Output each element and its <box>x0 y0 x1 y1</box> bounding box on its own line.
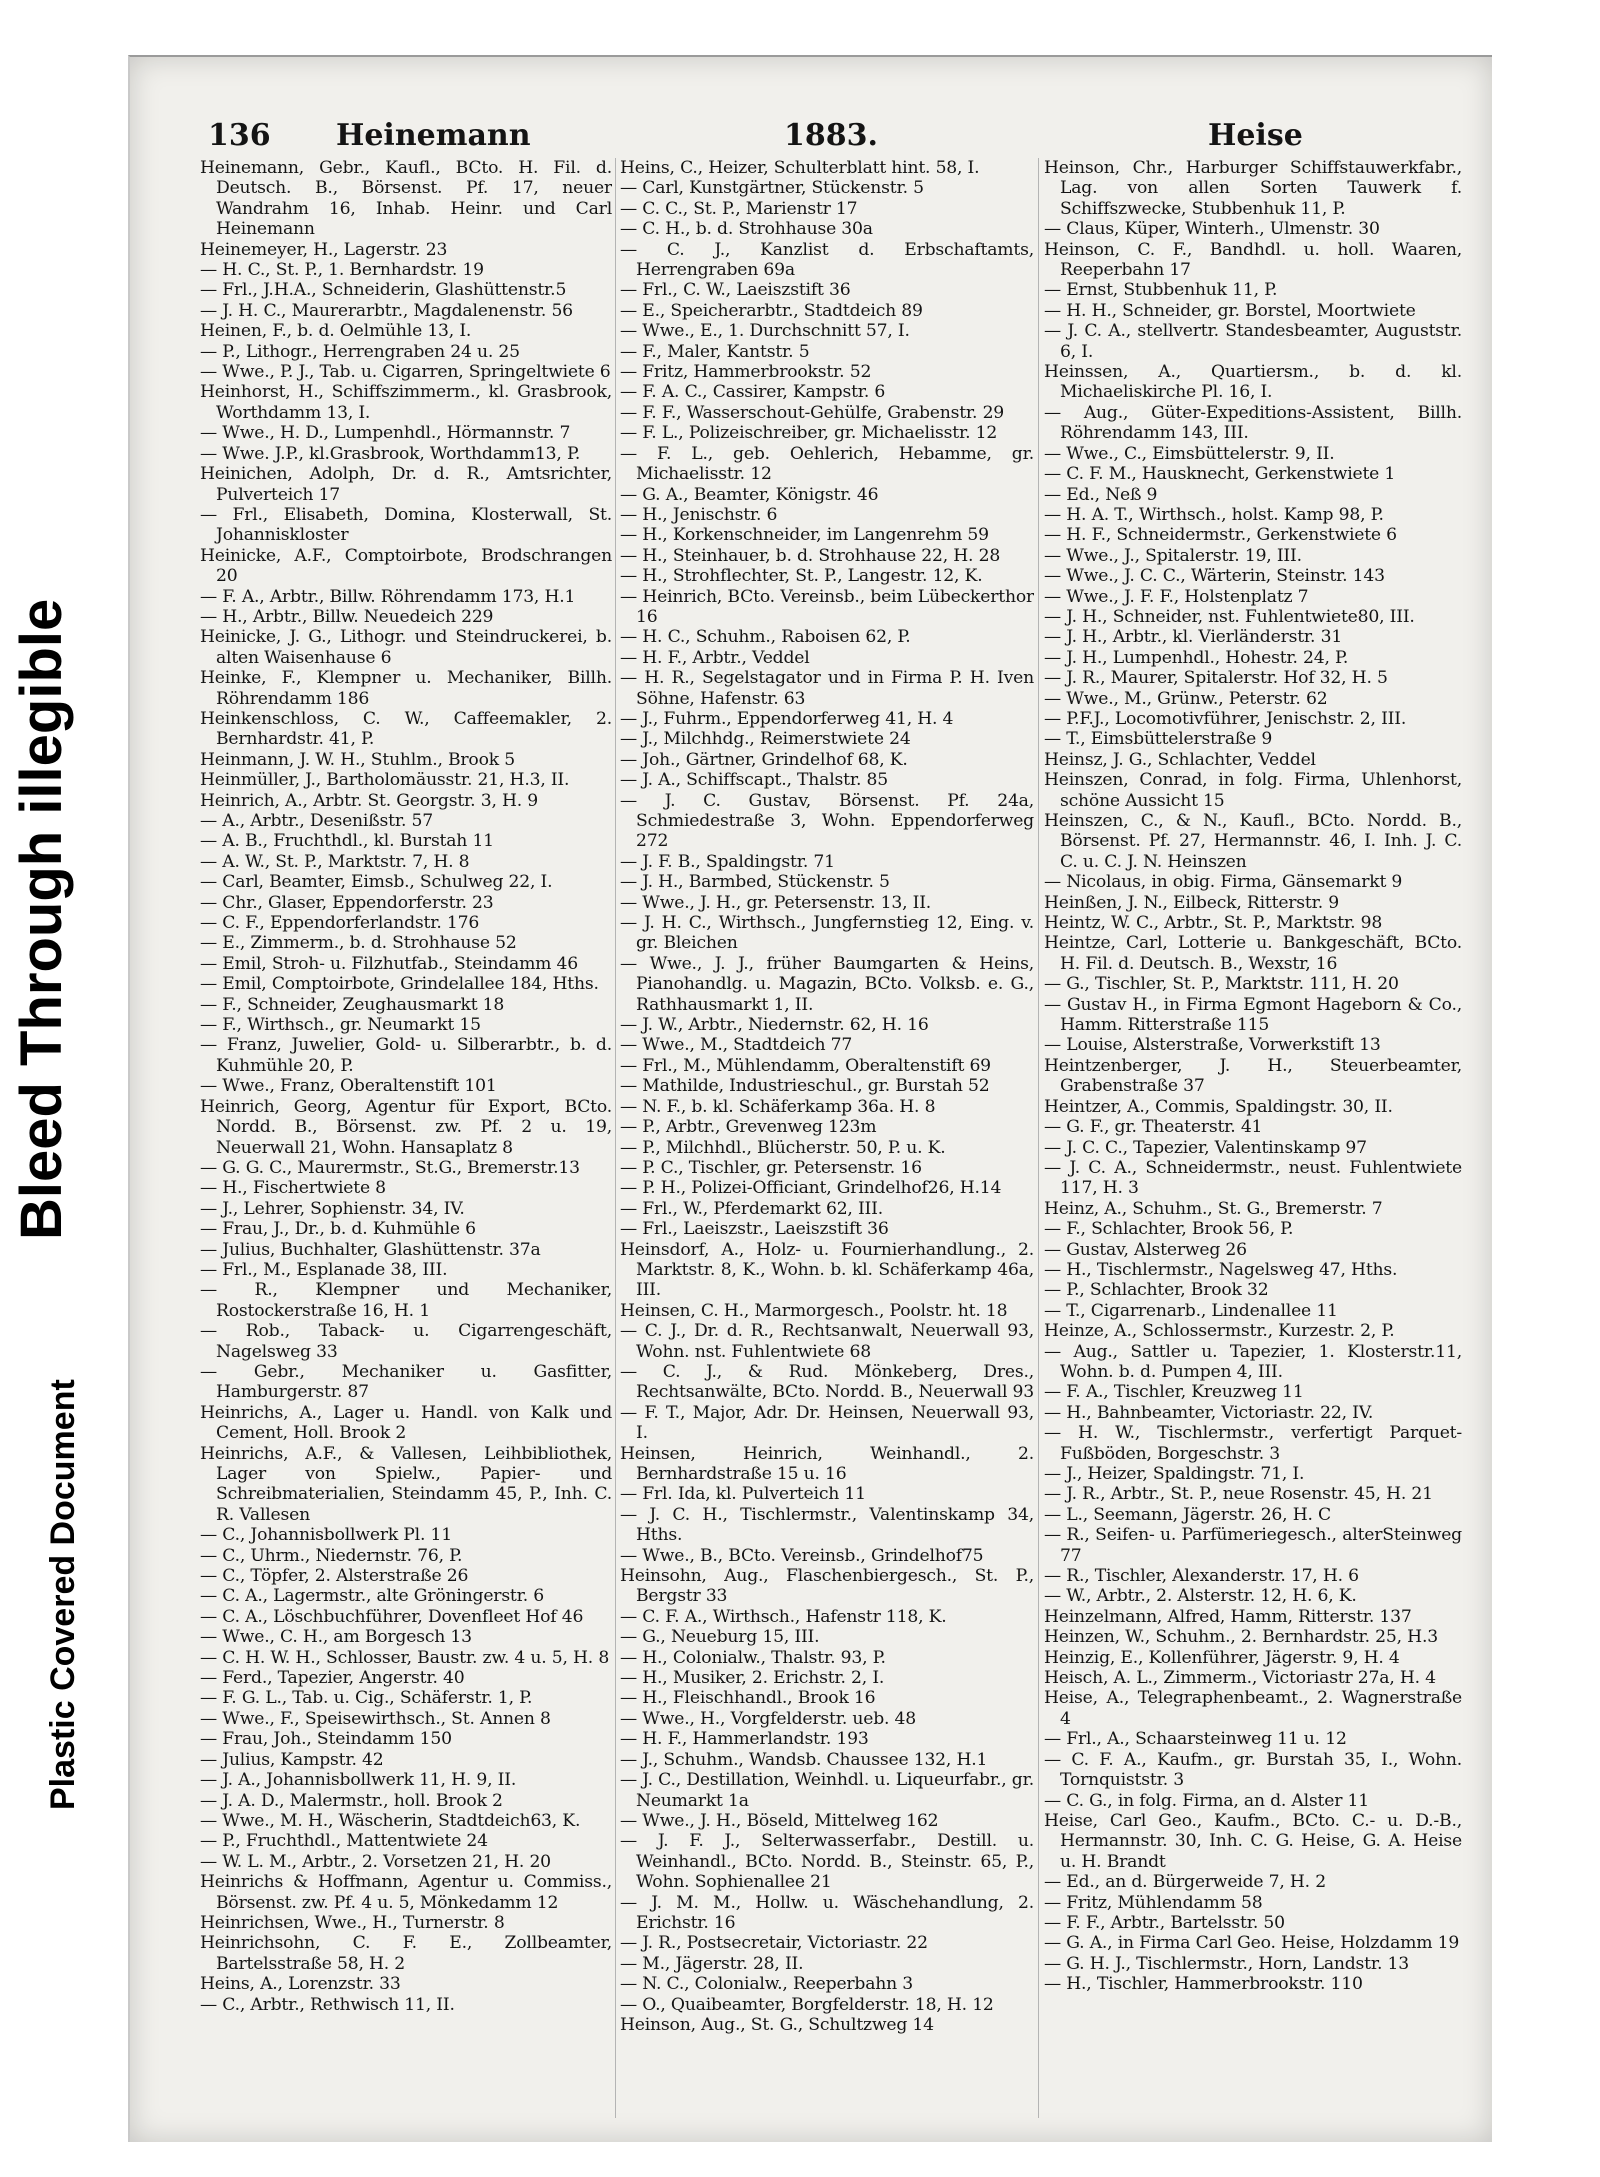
directory-entry: Heinsen, Heinrich, Weinhandl., 2. Bernhardstraße 15 u. 16 <box>620 1443 1034 1484</box>
directory-entry: — J. R., Postsecretair, Victoriastr. 22 <box>620 1933 928 1954</box>
directory-entry: Heinson, Aug., St. G., Schultzweg 14 <box>620 2014 934 2035</box>
directory-entry: — C. A., Löschbuchführer, Dovenfleet Hof 46 <box>200 1606 584 1627</box>
directory-entry: Heinmüller, J., Bartholomäusstr. 21, H.3, II. <box>200 770 570 791</box>
directory-entry: — Ed., Neß 9 <box>1044 484 1158 505</box>
directory-entry: — F., Wirthsch., gr. Neumarkt 15 <box>200 1015 481 1036</box>
directory-column-2 <box>620 158 1034 2126</box>
directory-entry: Heinrich, A., Arbtr. St. Georgstr. 3, H. 9 <box>200 790 539 811</box>
directory-entry: — P. H., Polizei-Officiant, Grindelhof26, H.14 <box>620 1178 1002 1199</box>
directory-entry: — H. H., Schneider, gr. Borstel, Moortwiete <box>1044 300 1416 321</box>
directory-entry: — J. W., Arbtr., Niedernstr. 62, H. 16 <box>620 1015 929 1036</box>
directory-entry: — C. F. A., Kaufm., gr. Burstah 35, I., Wohn. Tornquiststr. 3 <box>1044 1749 1462 1791</box>
directory-entry: — Wwe., M., Grünw., Peterstr. 62 <box>1044 688 1328 709</box>
directory-entry: — Fritz, Mühlendamm 58 <box>1044 1892 1263 1913</box>
directory-entry: — Wwe., H., Vorgfelderstr. ueb. 48 <box>620 1708 917 1729</box>
directory-entry: — J. H., Lumpenhdl., Hohestr. 24, P. <box>1044 647 1349 668</box>
directory-entry: — F. F., Arbtr., Bartelsstr. 50 <box>1044 1912 1285 1933</box>
directory-column-1 <box>200 158 612 2126</box>
directory-entry: — F. T., Major, Adr. Dr. Heinsen, Neuerwall 93, I. <box>620 1402 1034 1444</box>
directory-entry: — J. H., Arbtr., kl. Vierländerstr. 31 <box>1044 627 1343 648</box>
directory-entry: — Wwe., B., BCto. Vereinsb., Grindelhof75 <box>620 1545 984 1566</box>
directory-entry: — G. A., Beamter, Königstr. 46 <box>620 484 879 505</box>
directory-entry: — C. H. W. H., Schlosser, Baustr. zw. 4 u. 5, H. 8 <box>200 1647 610 1668</box>
directory-entry: — J., Heizer, Spaldingstr. 71, I. <box>1044 1464 1305 1484</box>
directory-entry: — J. H. C., Maurerarbtr., Magdalenenstr. 56 <box>200 300 573 321</box>
directory-entry: Heintzer, A., Commis, Spaldingstr. 30, II. <box>1044 1096 1393 1117</box>
directory-entry: — Ernst, Stubbenhuk 11, P. <box>1044 280 1278 301</box>
directory-entry: — F., Schlachter, Brook 56, P. <box>1044 1219 1294 1240</box>
directory-entry: Heinzen, W., Schuhm., 2. Bernhardstr. 25, H.3 <box>1044 1627 1438 1648</box>
directory-entry: Heinsohn, Aug., Flaschenbiergesch., St. P., Bergstr 33 <box>620 1566 1034 1607</box>
directory-entry: — Wwe., M. H., Wäscherin, Stadtdeich63, K. <box>200 1810 581 1831</box>
directory-entry: — Wwe., J. H., gr. Petersenstr. 13, II. <box>620 892 932 913</box>
directory-entry: — C. J., Dr. d. R., Rechtsanwalt, Neuerwall 93, Wohn. nst. Fuhlentwiete 68 <box>620 1321 1034 1362</box>
directory-entry: — Wwe., C. H., am Borgesch 13 <box>200 1627 472 1648</box>
directory-entry: — Fritz, Hammerbrookstr. 52 <box>620 362 872 383</box>
directory-entry: — J. A. D., Malermstr., holl. Brook 2 <box>200 1790 503 1811</box>
directory-column-3 <box>1044 158 1462 2126</box>
directory-entry: — J. H. C., Wirthsch., Jungfernstieg 12, Eing. v. gr. Bleichen <box>620 913 1034 954</box>
directory-entry: — Frl., Elisabeth, Domina, Klosterwall, St. Johanniskloster <box>200 504 612 546</box>
directory-entry: — H. F., Hammerlandstr. 193 <box>620 1729 869 1750</box>
directory-entry: — P., Milchhdl., Blücherstr. 50, P. u. K. <box>620 1137 946 1158</box>
directory-entry: Heise, Carl Geo., Kaufm., BCto. C.- u. D.-B., Hermannstr. 30, Inh. C. G. Heise, G. A. Heise u. H. Brandt <box>1044 1810 1462 1872</box>
directory-entry: — F. A., Arbtr., Billw. Röhrendamm 173, H.1 <box>200 586 576 607</box>
directory-entry: — H. W., Tischlermstr., verfertigt Parquet-Fußböden, Borgeschstr. 3 <box>1044 1423 1462 1464</box>
directory-entry: Heinz, A., Schuhm., St. G., Bremerstr. 7 <box>1044 1198 1383 1219</box>
directory-entry: — J., Fuhrm., Eppendorferweg 41, H. 4 <box>620 708 954 729</box>
directory-entry: — Frl. Ida, kl. Pulverteich 11 <box>620 1484 866 1505</box>
directory-entry: — A. W., St. P., Marktstr. 7, H. 8 <box>200 851 470 872</box>
directory-entry: — G., Neueburg 15, III. <box>620 1627 820 1648</box>
directory-entry: — C. C., St. P., Marienstr 17 <box>620 198 858 219</box>
directory-entry: Heinsdorf, A., Holz- u. Fournierhandlung., 2. Marktstr. 8, K., Wohn. b. kl. Schäferkamp 46a, III. <box>620 1239 1034 1301</box>
directory-entry: Heinkenschloss, C. W., Caffeemakler, 2. Bernhardstr. 41, P. <box>200 708 612 750</box>
directory-entry: — Joh., Gärtner, Grindelhof 68, K. <box>620 749 908 770</box>
directory-entry: — P., Lithogr., Herrengraben 24 u. 25 <box>200 341 520 362</box>
directory-entry: — Frl., C. W., Laeiszstift 36 <box>620 280 851 301</box>
directory-entry: — H., Musiker, 2. Erichstr. 2, I. <box>620 1668 885 1689</box>
directory-entry: — Wwe. J.P., kl.Grasbrook, Worthdamm13, P. <box>200 443 581 464</box>
directory-entry: — Wwe., C., Eimsbüttelerstr. 9, II. <box>1044 443 1335 464</box>
directory-entry: — R., Klempner und Mechaniker, Rostockerstraße 16, H. 1 <box>200 1280 612 1321</box>
directory-entry: — C. G., in folg. Firma, an d. Alster 11 <box>1044 1790 1369 1811</box>
directory-entry: — H., Fischertwiete 8 <box>200 1178 386 1199</box>
header-left-keyword: Heinemann <box>336 118 531 153</box>
directory-entry: — Carl, Kunstgärtner, Stückenstr. 5 <box>620 178 924 199</box>
directory-entry: Heinemeyer, H., Lagerstr. 23 <box>200 239 448 260</box>
directory-entry: — F., Schneider, Zeughausmarkt 18 <box>200 994 505 1015</box>
directory-entry: — F. G. L., Tab. u. Cig., Schäferstr. 1, P. <box>200 1688 533 1709</box>
directory-entry: — J. C. A., stellvertr. Standesbeamter, Auguststr. 6, I. <box>1044 321 1462 362</box>
directory-entry: — J. M. M., Hollw. u. Wäschehandlung, 2. Erichstr. 16 <box>620 1892 1034 1933</box>
directory-entry: Heinßen, J. N., Eilbeck, Ritterstr. 9 <box>1044 892 1340 913</box>
directory-entry: — J., Schuhm., Wandsb. Chaussee 132, H.1 <box>620 1749 988 1770</box>
directory-entry: — C. J., Kanzlist d. Erbschaftamts, Herrengraben 69a <box>620 239 1034 281</box>
directory-entry: — C. F. A., Wirthsch., Hafenstr 118, K. <box>620 1606 947 1627</box>
directory-entry: Heinhorst, H., Schiffszimmerm., kl. Grasbrook, Worthdamm 13, I. <box>200 382 612 423</box>
directory-entry: — H., Steinhauer, b. d. Strohhause 22, H. 28 <box>620 545 1001 566</box>
directory-entry: — Chr., Glaser, Eppendorferstr. 23 <box>200 892 494 913</box>
directory-entry: Heinicke, A.F., Comptoirbote, Brodschrangen 20 <box>200 545 612 587</box>
directory-entry: — Wwe., P. J., Tab. u. Cigarren, Springeltwiete 6 <box>200 362 611 383</box>
directory-entry: Heinssen, A., Quartiersm., b. d. kl. Michaeliskirche Pl. 16, I. <box>1044 362 1462 403</box>
directory-entry: — C. A., Lagermstr., alte Gröningerstr. 6 <box>200 1586 545 1607</box>
directory-entry: — H., Tischler, Hammerbrookstr. 110 <box>1044 1974 1363 1995</box>
directory-entry: — E., Speicherarbtr., Stadtdeich 89 <box>620 300 923 321</box>
directory-entry: — J. H., Schneider, nst. Fuhlentwiete80, III. <box>1044 606 1415 627</box>
directory-entry: — H. C., Schuhm., Raboisen 62, P. <box>620 627 911 648</box>
header-right-keyword: Heise <box>1208 118 1303 153</box>
directory-entry: — H., Fleischhandl., Brook 16 <box>620 1688 876 1709</box>
directory-entry: — Wwe., J., Spitalerstr. 19, III. <box>1044 545 1302 566</box>
directory-entry: — H., Jenischstr. 6 <box>620 504 778 525</box>
directory-entry: — Wwe., M., Stadtdeich 77 <box>620 1035 853 1056</box>
directory-entry: — O., Quaibeamter, Borgfelderstr. 18, H. 12 <box>620 1994 994 2015</box>
directory-entry: — Wwe., J. C. C., Wärterin, Steinstr. 143 <box>1044 566 1385 587</box>
directory-entry: Heinemann, Gebr., Kaufl., BCto. H. Fil. d. Deutsch. B., Börsenst. Pf. 17, neuer Wandrahm 16, Inhab. Heinr. und Carl Heinemann <box>200 158 612 240</box>
directory-entry: — F., Maler, Kantstr. 5 <box>620 341 810 362</box>
directory-entry: — J. C. Gustav, Börsenst. Pf. 24a, Schmiedestraße 3, Wohn. Eppendorferweg 272 <box>620 790 1034 852</box>
directory-entry: — A. B., Fruchthdl., kl. Burstah 11 <box>200 831 494 852</box>
directory-entry: — W., Arbtr., 2. Alsterstr. 12, H. 6, K. <box>1044 1586 1357 1607</box>
directory-entry: — Wwe., E., 1. Durchschnitt 57, I. <box>620 321 910 342</box>
directory-entry: Heinrichs, A., Lager u. Handl. von Kalk und Cement, Holl. Brook 2 <box>200 1402 612 1444</box>
directory-entry: — Frau, Joh., Steindamm 150 <box>200 1729 452 1750</box>
directory-entry: — H., Korkenschneider, im Langenrehm 59 <box>620 525 989 546</box>
directory-entry: — H., Strohflechter, St. P., Langestr. 12, K. <box>620 566 983 587</box>
directory-entry: — N. C., Colonialw., Reeperbahn 3 <box>620 1974 914 1995</box>
header-year: 1883. <box>784 118 878 153</box>
directory-entry: — G. H. J., Tischlermstr., Horn, Landstr. 13 <box>1044 1953 1409 1974</box>
directory-entry: — C., Uhrm., Niedernstr. 76, P. <box>200 1545 463 1566</box>
directory-entry: — P.F.J., Locomotivführer, Jenischstr. 2, III. <box>1044 708 1407 729</box>
directory-entry: Heintze, Carl, Lotterie u. Bankgeschäft, BCto. H. Fil. d. Deutsch. B., Wexstr, 16 <box>1044 933 1462 974</box>
directory-entry: Heinzig, E., Kollenführer, Jägerstr. 9, H. 4 <box>1044 1647 1400 1668</box>
directory-entry: — H., Colonialw., Thalstr. 93, P. <box>620 1647 886 1668</box>
directory-entry: — Carl, Beamter, Eimsb., Schulweg 22, I. <box>200 872 553 893</box>
directory-entry: — H. F., Schneidermstr., Gerkenstwiete 6 <box>1044 525 1397 546</box>
directory-entry: — Aug., Güter-Expeditions-Assistent, Billh. Röhrendamm 143, III. <box>1044 402 1462 444</box>
directory-entry: Heinrichsen, Wwe., H., Turnerstr. 8 <box>200 1912 505 1933</box>
bleed-through-note: Bleed Through illegible <box>9 598 74 1240</box>
directory-entry: — J. F. J., Selterwasserfabr., Destill. u. Weinhandl., BCto. Nordd. B., Steinstr. 65, P., Wohn. Sophienallee 21 <box>620 1831 1034 1893</box>
directory-entry: — R., Seifen- u. Parfümeriegesch., alterSteinweg 77 <box>1044 1525 1462 1566</box>
column-divider <box>1038 158 1039 2118</box>
directory-entry: — Frl., J.H.A., Schneiderin, Glashüttenstr.5 <box>200 280 567 301</box>
directory-entry: — C., Arbtr., Rethwisch 11, II. <box>200 1994 455 2015</box>
directory-entry: Heinke, F., Klempner u. Mechaniker, Billh. Röhrendamm 186 <box>200 668 612 709</box>
directory-entry: — Gebr., Mechaniker u. Gasfitter, Hamburgerstr. 87 <box>200 1361 612 1403</box>
directory-entry: — P., Fruchthdl., Mattentwiete 24 <box>200 1831 488 1852</box>
column-divider <box>615 158 616 2118</box>
directory-entry: — J., Milchhdg., Reimerstwiete 24 <box>620 729 911 750</box>
directory-entry: — J. H., Barmbed, Stückenstr. 5 <box>620 872 890 893</box>
directory-entry: Heinze, A., Schlossermstr., Kurzestr. 2, P. <box>1044 1321 1395 1342</box>
directory-entry: — E., Zimmerm., b. d. Strohhause 52 <box>200 933 517 954</box>
directory-entry: — Wwe., F., Speisewirthsch., St. Annen 8 <box>200 1708 551 1729</box>
directory-entry: Heinmann, J. W. H., Stuhlm., Brook 5 <box>200 749 515 770</box>
directory-entry: — Aug., Sattler u. Tapezier, 1. Klosterstr.11, Wohn. b. d. Pumpen 4, III. <box>1044 1341 1462 1382</box>
directory-entry: — P., Schlachter, Brook 32 <box>1044 1280 1269 1301</box>
page-number: 136 <box>208 118 271 153</box>
directory-entry: Heinszen, Conrad, in folg. Firma, Uhlenhorst, schöne Aussicht 15 <box>1044 770 1462 811</box>
directory-entry: Heinson, Chr., Harburger Schiffstauwerkfabr., Lag. von allen Sorten Tauwerk f. Schiffszwecke, Stubbenhuk 11, P. <box>1044 158 1462 219</box>
directory-entry: — L., Seemann, Jägerstr. 26, H. C <box>1044 1504 1331 1525</box>
directory-entry: — T., Eimsbüttelerstraße 9 <box>1044 729 1273 750</box>
directory-entry: — Heinrich, BCto. Vereinsb., beim Lübeckerthor 16 <box>620 586 1034 627</box>
directory-entry: — Claus, Küper, Winterh., Ulmenstr. 30 <box>1044 219 1380 240</box>
directory-entry: — T., Cigarrenarb., Lindenallee 11 <box>1044 1300 1338 1321</box>
directory-entry: — J. C., Destillation, Weinhdl. u. Liqueurfabr., gr. Neumarkt 1a <box>620 1770 1034 1811</box>
directory-entry: — J. R., Arbtr., St. P., neue Rosenstr. 45, H. 21 <box>1044 1484 1433 1505</box>
directory-entry: — C. F. M., Hausknecht, Gerkenstwiete 1 <box>1044 464 1396 485</box>
directory-entry: — Emil, Comptoirbote, Grindelallee 184, Hths. <box>200 974 599 995</box>
directory-entry: Heinson, C. F., Bandhdl. u. holl. Waaren, Reeperbahn 17 <box>1044 239 1462 281</box>
directory-entry: — C. F., Eppendorferlandstr. 176 <box>200 913 480 934</box>
directory-entry: — H. A. T., Wirthsch., holst. Kamp 98, P. <box>1044 504 1384 525</box>
directory-entry: — H., Bahnbeamter, Victoriastr. 22, IV. <box>1044 1402 1374 1423</box>
directory-entry: — J. A., Johannisbollwerk 11, H. 9, II. <box>200 1770 517 1791</box>
directory-entry: — F. F., Wasserschout-Gehülfe, Grabenstr. 29 <box>620 402 1005 423</box>
directory-entry: — Wwe., H. D., Lumpenhdl., Hörmannstr. 7 <box>200 423 571 444</box>
directory-entry: — Wwe., J. F. F., Holstenplatz 7 <box>1044 586 1309 607</box>
directory-entry: Heintz, W. C., Arbtr., St. P., Marktstr. 98 <box>1044 913 1383 934</box>
directory-entry: — W. L. M., Arbtr., 2. Vorsetzen 21, H. 20 <box>200 1851 551 1872</box>
directory-entry: Heintzenberger, J. H., Steuerbeamter, Grabenstraße 37 <box>1044 1055 1462 1097</box>
directory-entry: — Frl., A., Schaarsteinweg 11 u. 12 <box>1044 1729 1347 1750</box>
directory-entry: — Wwe., J. H., Böseld, Mittelweg 162 <box>620 1810 939 1831</box>
directory-entry: Heinsz, J. G., Schlachter, Veddel <box>1044 749 1316 770</box>
directory-entry: Heinrichsohn, C. F. E., Zollbeamter, Bartelsstraße 58, H. 2 <box>200 1933 612 1974</box>
directory-entry: — G. F., gr. Theaterstr. 41 <box>1044 1117 1263 1138</box>
directory-entry: — J. A., Schiffscapt., Thalstr. 85 <box>620 770 888 791</box>
directory-entry: — H., Arbtr., Billw. Neuedeich 229 <box>200 606 494 627</box>
directory-entry: — J. C. H., Tischlermstr., Valentinskamp 34, Hths. <box>620 1504 1034 1546</box>
directory-entry: — H., Tischlermstr., Nagelsweg 47, Hths. <box>1044 1259 1398 1280</box>
directory-entry: — H. R., Segelstagator und in Firma P. H. Iven Söhne, Hafenstr. 63 <box>620 668 1034 709</box>
directory-entry: — F. L., geb. Oehlerich, Hebamme, gr. Michaelisstr. 12 <box>620 443 1034 485</box>
directory-entry: — Julius, Kampstr. 42 <box>200 1749 384 1770</box>
directory-entry: — J. C. A., Schneidermstr., neust. Fuhlentwiete 117, H. 3 <box>1044 1157 1462 1199</box>
directory-entry: — M., Jägerstr. 28, II. <box>620 1953 804 1974</box>
directory-entry: — Ed., an d. Bürgerweide 7, H. 2 <box>1044 1872 1326 1893</box>
directory-entry: Heinsen, C. H., Marmorgesch., Poolstr. ht. 18 <box>620 1300 1008 1321</box>
directory-entry: Heinszen, C., & N., Kaufl., BCto. Nordd. B., Börsenst. Pf. 27, Hermannstr. 46, I. Inh. J. C. C. u. C. J. N. Heinszen <box>1044 811 1462 872</box>
directory-entry: — Louise, Alsterstraße, Vorwerkstift 13 <box>1044 1035 1381 1056</box>
directory-entry: Heinicke, J. G., Lithogr. und Steindruckerei, b. alten Waisenhause 6 <box>200 627 612 668</box>
directory-entry: — Wwe., J. J., früher Baumgarten & Heins, Pianohandlg. u. Magazin, BCto. Volksb. e. G., Rathhausmarkt 1, II. <box>620 953 1034 1015</box>
directory-entry: — Gustav H., in Firma Egmont Hageborn & Co., Hamm. Ritterstraße 115 <box>1044 994 1462 1036</box>
directory-entry: Heins, C., Heizer, Schulterblatt hint. 58, I. <box>620 158 980 178</box>
directory-entry: — P. C., Tischler, gr. Petersenstr. 16 <box>620 1157 922 1178</box>
directory-entry: — P., Arbtr., Grevenweg 123m <box>620 1117 877 1138</box>
directory-entry: — Nicolaus, in obig. Firma, Gänsemarkt 9 <box>1044 872 1403 893</box>
directory-entry: — A., Arbtr., Desenißstr. 57 <box>200 811 433 831</box>
directory-entry: — Frl., W., Pferdemarkt 62, III. <box>620 1198 883 1219</box>
directory-entry: Heinrichs, A.F., & Vallesen, Leihbibliothek, Lager von Spielw., Papier- und Schreibmaterialien, Steindamm 45, P., Inh. C. R. Vallesen <box>200 1443 612 1525</box>
directory-entry: — Frl., Laeiszstr., Laeiszstift 36 <box>620 1219 889 1240</box>
directory-entry: — C., Johannisbollwerk Pl. 11 <box>200 1525 452 1546</box>
directory-entry: — F. L., Polizeischreiber, gr. Michaelisstr. 12 <box>620 423 998 444</box>
directory-entry: Heinrichs & Hoffmann, Agentur u. Commiss., Börsenst. zw. Pf. 4 u. 5, Mönkedamm 12 <box>200 1872 612 1913</box>
directory-entry: — Franz, Juwelier, Gold- u. Silberarbtr., b. d. Kuhmühle 20, P. <box>200 1035 612 1076</box>
directory-entry: — Wwe., Franz, Oberaltenstift 101 <box>200 1076 497 1097</box>
directory-entry: — Frl., M., Mühlendamm, Oberaltenstift 69 <box>620 1055 991 1076</box>
directory-entry: — Julius, Buchhalter, Glashüttenstr. 37a <box>200 1239 541 1260</box>
directory-entry: — G., Tischler, St. P., Marktstr. 111, H. 20 <box>1044 974 1399 995</box>
page-header <box>128 118 1528 162</box>
directory-entry: Heinzelmann, Alfred, Hamm, Ritterstr. 137 <box>1044 1606 1412 1627</box>
directory-entry: — H. C., St. P., 1. Bernhardstr. 19 <box>200 260 484 281</box>
directory-entry: — Ferd., Tapezier, Angerstr. 40 <box>200 1668 465 1689</box>
directory-entry: — R., Tischler, Alexanderstr. 17, H. 6 <box>1044 1566 1359 1587</box>
directory-entry: Heinichen, Adolph, Dr. d. R., Amtsrichter, Pulverteich 17 <box>200 464 612 505</box>
directory-entry: — J. F. B., Spaldingstr. 71 <box>620 851 835 872</box>
directory-entry: — C. J., & Rud. Mönkeberg, Dres., Rechtsanwälte, BCto. Nordd. B., Neuerwall 93 <box>620 1361 1034 1403</box>
directory-entry: — H. F., Arbtr., Veddel <box>620 647 810 668</box>
directory-entry: — Gustav, Alsterweg 26 <box>1044 1239 1247 1260</box>
directory-entry: — J. C. C., Tapezier, Valentinskamp 97 <box>1044 1137 1367 1158</box>
directory-entry: — G. A., in Firma Carl Geo. Heise, Holzdamm 19 <box>1044 1933 1460 1954</box>
directory-entry: — C., Töpfer, 2. Alsterstraße 26 <box>200 1566 469 1587</box>
directory-entry: Heise, A., Telegraphenbeamt., 2. Wagnerstraße 4 <box>1044 1688 1462 1729</box>
directory-entry: — Emil, Stroh- u. Filzhutfab., Steindamm 46 <box>200 953 579 974</box>
plastic-cover-note: Plastic Covered Document <box>44 1379 82 1810</box>
directory-entry: Heisch, A. L., Zimmerm., Victoriastr 27a, H. 4 <box>1044 1668 1436 1689</box>
directory-entry: — N. F., b. kl. Schäferkamp 36a. H. 8 <box>620 1096 936 1117</box>
directory-entry: — J., Lehrer, Sophienstr. 34, IV. <box>200 1198 465 1219</box>
directory-entry: — Frau, J., Dr., b. d. Kuhmühle 6 <box>200 1219 476 1240</box>
directory-entry: Heins, A., Lorenzstr. 33 <box>200 1974 401 1995</box>
directory-entry: Heinen, F., b. d. Oelmühle 13, I. <box>200 321 472 342</box>
directory-entry: — C. H., b. d. Strohhause 30a <box>620 219 873 240</box>
directory-entry: Heinrich, Georg, Agentur für Export, BCto. Nordd. B., Börsenst. zw. Pf. 2 u. 19, Neuerwall 21, Wohn. Hansaplatz 8 <box>200 1096 612 1158</box>
directory-entry: — Frl., M., Esplanade 38, III. <box>200 1259 448 1280</box>
directory-entry: — F. A., Tischler, Kreuzweg 11 <box>1044 1382 1304 1403</box>
directory-entry: — J. R., Maurer, Spitalerstr. Hof 32, H. 5 <box>1044 668 1388 689</box>
directory-entry: — F. A. C., Cassirer, Kampstr. 6 <box>620 382 886 403</box>
directory-entry: — Rob., Taback- u. Cigarrengeschäft, Nagelsweg 33 <box>200 1321 612 1362</box>
directory-entry: — G. G. C., Maurermstr., St.G., Bremerstr.13 <box>200 1157 580 1178</box>
directory-entry: — Mathilde, Industrieschul., gr. Burstah 52 <box>620 1076 990 1097</box>
